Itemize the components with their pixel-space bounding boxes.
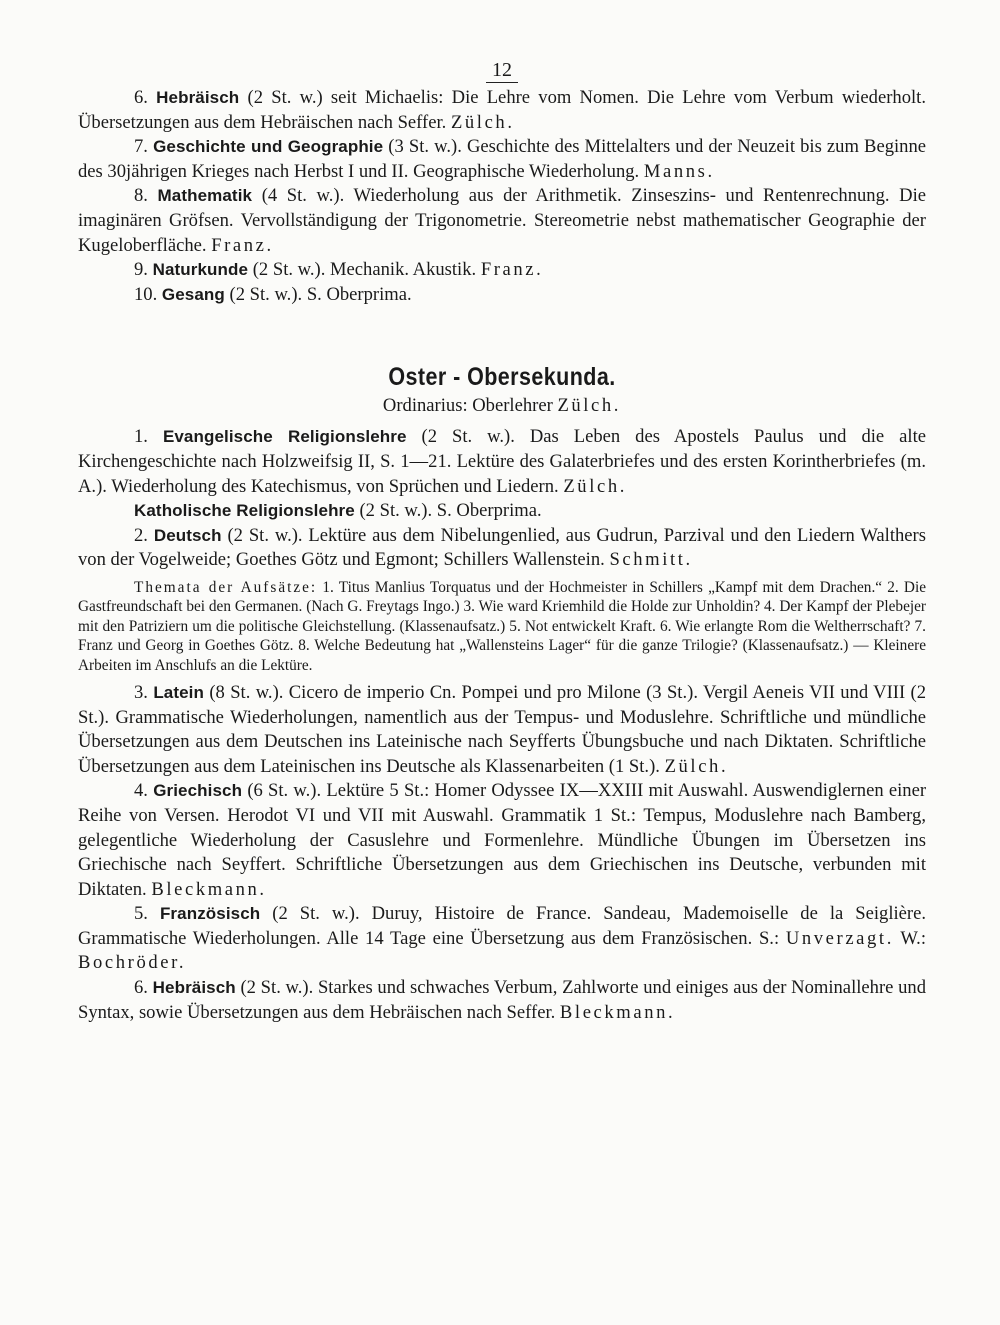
paragraph-griechisch: 4. Griechisch (6 St. w.). Lektüre 5 St.: Homer Odyssee IX—XXIII mit Auswahl. Auswendiglernen einer Reihe von Versen. Herodot VI und VII mit Auswahl. Grammatik 1 St.: Tempus, Moduslehre nach Bamberg, gelegentliche Wiederholung der Casuslehre und Formenlehre. Mündliche Übungen im Übersetzen ins Griechische nach Seyffert. Schriftliche Übersetzungen aus dem Griechischen ins Deutsche, verbunden mit Diktaten. Bleckmann. — [78, 780, 927, 900]
teacher-name: Manns. — [643, 160, 715, 182]
paragraph-geschichte: 7. Geschichte und Geographie (3 St. w.). Geschichte des Mittelalters und der Neuzeit bis zum Beginne des 30jährigen Krieges nach Herbst I und II. Geographische Wiederholung. Manns. — [78, 136, 927, 182]
subject-heading: Hebräisch — [156, 88, 240, 107]
subject-heading: Griechisch — [153, 781, 243, 801]
subject-heading: Naturkunde — [152, 260, 249, 280]
subject-heading: Hebräisch — [152, 978, 236, 998]
subject-heading: Gesang — [161, 284, 225, 304]
paragraph-katholische-religion: Katholische Religionslehre (2 St. w.). S. Oberprima. — [134, 500, 542, 522]
paragraph-hebraisch-lower: 6. Hebräisch (2 St. w.). Starkes und schwaches Verbum, Zahlworte und einiges aus der Nominallehre und Syntax, sowie Übersetzungen aus dem Hebräischen nach Seffer. Bleckmann. — [78, 977, 926, 1023]
subject-heading: Deutsch — [153, 525, 222, 545]
paragraph-franzosisch: 5. Französisch (2 St. w.). Duruy, Histoire de France. Sandeau, Mademoiselle de la Seiglière. Grammatische Wiederholungen. Alle 14 Tage eine Übersetzung aus dem Französischen. S.: Unverzagt. W.: Bochröder. — [78, 903, 927, 974]
themata-label: Themata der Aufsätze: — [134, 578, 318, 596]
teacher-name: Zülch. — [563, 475, 627, 497]
teacher-name: Zülch. — [450, 111, 515, 133]
section-title: Oster - Obersekunda. — [388, 363, 616, 392]
teacher-name: Franz. — [211, 234, 274, 256]
subject-heading: Mathematik — [157, 186, 253, 206]
subject-heading: Evangelische Religionslehre — [162, 427, 407, 447]
teacher-name: Bleckmann. — [559, 1001, 676, 1023]
teacher-name: Unverzagt. — [785, 927, 894, 949]
teacher-name: Zülch. — [664, 755, 729, 777]
paragraph-mathematik: 8. Mathematik (4 St. w.). Wiederholung aus der Arithmetik. Zinseszins- und Rentenrechnung. Die imaginären Gröfsen. Vervollständigung der Trigonometrie. Stereometrie nebst mathematischer Geographie der Kugeloberfläche. Franz. — [78, 185, 926, 256]
subject-heading: Französisch — [159, 904, 261, 924]
page-number: 12 — [78, 58, 926, 86]
teacher-name: Bochröder. — [78, 952, 187, 974]
paragraph-hebraisch-upper: 6. Hebräisch (2 St. w.) seit Michaelis: Die Lehre vom Nomen. Die Lehre vom Verbum wiederholt. Übersetzungen aus dem Hebräischen nach Seffer. Zülch. — [78, 87, 926, 133]
paragraph-latein: 3. Latein (8 St. w.). Cicero de imperio Cn. Pompei und pro Milone (3 St.). Vergil Aeneis VII und VIII (2 St.). Grammatische Wiederholungen, namentlich aus der Tempus- und Moduslehre. Schriftliche und mündliche Übersetzungen aus dem Deutschen ins Lateinische nach Seyfferts Übungsbuche und nach Diktaten. Schriftliche Übersetzungen aus dem Lateinischen ins Deutsche als Klassenarbeiten (1 St.). Zülch. — [78, 681, 926, 777]
teacher-name: Bleckmann. — [151, 878, 267, 900]
ordinarius-line: Ordinarius: Oberlehrer Zülch. — [382, 395, 622, 417]
teacher-name: Franz. — [480, 259, 544, 281]
page-content — [78, 58, 926, 1025]
teacher-name: Zülch. — [557, 395, 622, 417]
paragraph-deutsch: 2. Deutsch (2 St. w.). Lektüre aus dem Nibelungenlied, aus Gudrun, Parzival und den Liedern Walthers von der Vogelweide; Goethes Götz und Egmont; Schillers Wallenstein. Schmitt. — [78, 524, 926, 571]
paragraph-themata: Themata der Aufsätze: 1. Titus Manlius Torquatus und der Hochmeister in Schillers „Kampf mit dem Drachen.“ 2. Die Gastfreundschaft bei den Germanen. (Nach G. Freytags Ingo.) 3. Wie ward Kriemhild die Holde zur Unholdin? 4. Der Kampf der Plebejer mit den Patriziern um die politische Gleichstellung. (Klassenaufsatz.) 5. Not entwickelt Kraft. 6. Wie erlangte Rom die Weltherrschaft? 7. Franz und Georg in Goethes Götz. 8. Welche Bedeutung hat „Wallensteins Lager“ für die ganze Trilogie? (Klassenaufsatz.) — Kleinere Arbeiten im Anschlufs an die Lektüre. — [78, 578, 926, 674]
paragraph-naturkunde: 9. Naturkunde (2 St. w.). Mechanik. Akustik. Franz. — [134, 259, 544, 281]
paragraph-evangelische-religion: 1. Evangelische Religionslehre (2 St. w.). Das Leben des Apostels Paulus und die alte Kirchengeschichte nach Holzweifsig II, S. 1—21. Lektüre des Galaterbriefes und des ersten Korintherbriefes (m. A.). Wiederholung des Katechismus, von Sprüchen und Liedern. Zülch. — [78, 426, 926, 497]
subject-heading: Geschichte und Geographie — [153, 137, 384, 157]
subject-heading: Katholische Religionslehre — [134, 501, 355, 521]
subject-heading: Latein — [153, 682, 204, 702]
teacher-name: Schmitt. — [609, 549, 693, 571]
paragraph-gesang: 10. Gesang (2 St. w.). S. Oberprima. — [134, 283, 412, 305]
